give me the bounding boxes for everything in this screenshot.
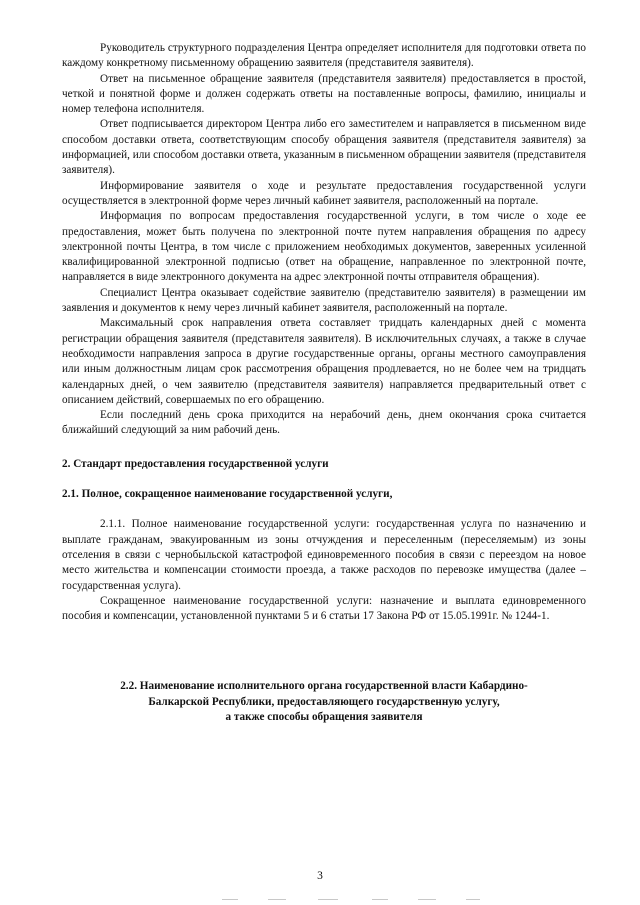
paragraph-short-name: Сокращенное наименование государственной услуги: назначение и выплата единовременного пособия и компенсации, установленной пунктами 5 и 6 статьи 17 Закона РФ от 15.05.1991г. № 1244-1. xyxy=(62,594,586,623)
subsection-heading: 2.1. Полное, сокращенное наименование государственной услуги, xyxy=(62,488,393,501)
scan-artifact xyxy=(318,899,338,900)
paragraph: Ответ на письменное обращение заявителя (представителя заявителя) предоставляется в простой, четкой и понятной форме и должен содержать ответы на поставленные вопросы, фамилию, инициалы и номер телефона исполнителя. xyxy=(62,72,586,116)
paragraph: Информирование заявителя о ходе и результате предоставления государственной услуги осуществляется в электронной форме через личный кабинет заявителя, расположенный на портале. xyxy=(62,179,586,207)
paragraph: Если последний день срока приходится на нерабочий день, днем окончания срока считается ближайший следующий за ним рабочий день. xyxy=(62,409,586,437)
paragraph-2-1-1: 2.1.1. Полное наименование государственной услуги: государственная услуга по назначению и выплате гражданам, эвакуированным из зоны отчуждения и переселенным (переселяемым) из зоны отселения в связи с чернобыльской катастрофой единовременного пособия в связи с переездом на новое место жительства и компенсации стоимости проезда, а также расходов по перевозке имущества (далее – государственная услуга). xyxy=(62,518,586,592)
scan-artifact xyxy=(418,899,436,900)
heading-line: 2.2. Наименование исполнительного органа государственной власти Кабардино- xyxy=(120,680,528,693)
scan-artifact xyxy=(372,899,388,900)
paragraph: Информация по вопросам предоставления государственной услуги, в том числе о ходе ее предоставления, может быть получена по электронной почте путем направления обращения по адресу электронной почты Центра, в том числе с приложением необходимых документов, заверенных усиленной квалифицированной электронной подписью (ответ на обращение, направленное по электронной почте, направляется в виде электронного документа на адрес электронной почты отправителя обращения). xyxy=(62,210,586,284)
scan-artifact xyxy=(222,899,238,900)
paragraph: Руководитель структурного подразделения Центра определяет исполнителя для подготовки ответа по каждому конкретному письменному обращению заявителя (представителя заявителя). xyxy=(62,42,586,70)
paragraph: Максимальный срок направления ответа составляет тридцать календарных дней с момента регистрации обращения заявителя (представителя заявителя). В исключительных случаях, а также в случае необходимости направления запроса в другие государственные органы, органы местного самоуправления или иным должностным лицам срок рассмотрения обращения продлевается, но не более чем на тридцать календарных дней, о чем заявителю (представителя заявителя) направляется предварительный ответ с описанием действий, совершаемых по его обращению. xyxy=(62,317,586,406)
page-number: 3 xyxy=(317,870,323,882)
scan-artifact xyxy=(268,899,286,900)
heading-line: а также способы обращения заявителя xyxy=(225,710,423,723)
scan-artifact xyxy=(466,899,480,900)
section-heading: 2. Стандарт предоставления государственной услуги xyxy=(62,457,329,470)
body-text xyxy=(62,41,586,725)
heading-line: Балкарской Республики, предоставляющего государственную услугу, xyxy=(148,695,500,708)
subsection-heading-2-2 xyxy=(62,679,586,725)
paragraph: Ответ подписывается директором Центра либо его заместителем и направляется в письменном виде способом доставки ответа, соответствующим способу обращения заявителя (представителя заявителя) за информацией, или способом доставки ответа, указанным в письменном обращении заявителя (представителя заявителя). xyxy=(62,118,586,177)
paragraph: Специалист Центра оказывает содействие заявителю (представителю заявителя) в размещении им заявления и документов к нему через личный кабинет заявителя, расположенный на портале. xyxy=(62,286,586,315)
